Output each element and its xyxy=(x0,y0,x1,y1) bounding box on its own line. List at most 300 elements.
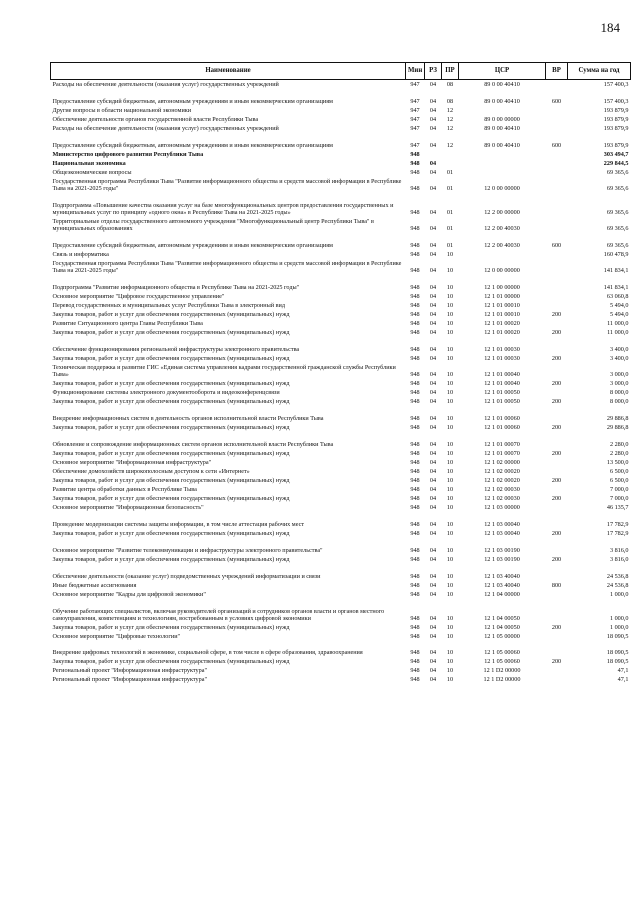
row-rz: 04 xyxy=(429,346,437,354)
row-min: 948 xyxy=(410,251,420,259)
row-min: 948 xyxy=(410,389,420,397)
row-vr xyxy=(546,388,568,397)
row-rz: 04 xyxy=(429,477,437,485)
row-vr: 200 xyxy=(551,424,562,432)
row-vr xyxy=(546,259,568,275)
row-name: Государственная программа Республики Тыва "Развитие информационного общества и средств массовой информации в Республике Тыва на 2021-2025 годы" xyxy=(52,260,402,275)
row-min: 948 xyxy=(410,441,420,449)
table-row xyxy=(51,476,631,485)
row-vr: 200 xyxy=(551,658,562,666)
row-pr: 01 xyxy=(446,209,454,217)
row-sum: 69 365,6 xyxy=(606,185,629,193)
row-sum: 157 400,3 xyxy=(603,98,629,106)
row-rz: 04 xyxy=(429,311,437,319)
row-csr: 12 1 01 00050 xyxy=(484,398,520,406)
table-row xyxy=(51,275,631,292)
row-min: 948 xyxy=(410,293,420,301)
row-rz: 04 xyxy=(429,556,437,564)
row-name: Закупка товаров, работ и услуг для обеспечения государственных (муниципальных) нужд xyxy=(52,329,290,337)
row-name: Национальная экономика xyxy=(52,160,126,168)
table-body xyxy=(51,80,631,684)
row-rz: 04 xyxy=(429,320,437,328)
row-min: 948 xyxy=(410,355,420,363)
row-sum: 8 000,0 xyxy=(609,389,629,397)
row-min: 948 xyxy=(410,658,420,666)
row-name: Закупка товаров, работ и услуг для обеспечения государственных (муниципальных) нужд xyxy=(52,530,290,538)
row-name: Закупка товаров, работ и услуг для обеспечения государственных (муниципальных) нужд xyxy=(52,398,290,406)
row-sum: 7 000,0 xyxy=(609,495,629,503)
row-sum: 3 816,0 xyxy=(609,547,629,555)
row-pr: 12 xyxy=(446,116,454,124)
row-sum: 160 478,9 xyxy=(603,251,629,259)
row-min: 948 xyxy=(410,151,420,159)
row-rz: 04 xyxy=(429,649,437,657)
row-sum: 2 280,0 xyxy=(609,450,629,458)
row-name: Развитие Ситуационного центра Главы Республики Тыва xyxy=(52,320,203,328)
row-name: Иные бюджетные ассигнования xyxy=(52,582,137,590)
page-number: 184 xyxy=(600,20,620,35)
row-csr: 12 1 03 00190 xyxy=(484,547,520,555)
row-rz: 04 xyxy=(429,267,437,275)
row-csr: 12 1 02 00030 xyxy=(484,486,520,494)
table-row xyxy=(51,590,631,599)
row-vr xyxy=(546,301,568,310)
table-row xyxy=(51,159,631,168)
row-vr xyxy=(546,250,568,259)
row-vr xyxy=(546,512,568,529)
row-sum: 69 365,6 xyxy=(606,242,629,250)
row-vr xyxy=(546,485,568,494)
row-min: 948 xyxy=(410,547,420,555)
row-name: Предоставление субсидий бюджетным, автономным учреждениям и иным некоммерческим организациям xyxy=(52,242,333,250)
row-rz: 04 xyxy=(429,329,437,337)
row-pr: 10 xyxy=(446,251,454,259)
row-vr: 200 xyxy=(551,380,562,388)
row-sum: 3 000,0 xyxy=(609,380,629,388)
row-sum: 193 879,9 xyxy=(603,125,629,133)
row-min: 947 xyxy=(410,116,420,124)
row-sum: 63 060,8 xyxy=(606,293,629,301)
row-sum: 3 816,0 xyxy=(609,556,629,564)
row-name: Закупка товаров, работ и услуг для обеспечения государственных (муниципальных) нужд xyxy=(52,424,290,432)
row-rz: 04 xyxy=(429,185,437,193)
row-min: 948 xyxy=(410,556,420,564)
row-name: Связь и информатика xyxy=(52,251,109,259)
table-row xyxy=(51,233,631,250)
row-sum: 6 500,0 xyxy=(609,477,629,485)
row-vr xyxy=(546,632,568,641)
row-vr xyxy=(546,564,568,581)
header-csr: ЦСР xyxy=(459,63,546,80)
row-rz: 04 xyxy=(429,251,437,259)
row-min: 948 xyxy=(410,284,420,292)
row-pr: 01 xyxy=(446,225,454,233)
table-row xyxy=(51,599,631,623)
row-min: 948 xyxy=(410,371,420,379)
row-csr: 12 1 D2 00000 xyxy=(483,667,521,675)
row-rz: 04 xyxy=(429,225,437,233)
row-pr: 10 xyxy=(446,441,454,449)
table-row xyxy=(51,675,631,684)
row-csr: 12 1 05 00000 xyxy=(484,633,520,641)
table-row xyxy=(51,106,631,115)
row-name: Основное мероприятие "Цифровое государственное управление" xyxy=(52,293,225,301)
row-pr: 10 xyxy=(446,624,454,632)
row-vr: 200 xyxy=(551,311,562,319)
row-rz: 04 xyxy=(429,530,437,538)
row-vr xyxy=(546,292,568,301)
row-sum: 1 000,0 xyxy=(609,624,629,632)
row-min: 948 xyxy=(410,424,420,432)
row-rz xyxy=(425,150,442,159)
row-sum: 7 000,0 xyxy=(609,486,629,494)
row-name: Закупка товаров, работ и услуг для обеспечения государственных (муниципальных) нужд xyxy=(52,624,290,632)
row-name: Подпрограмма «Повышение качества оказания услуг на базе многофункциональных центров предоставления государственных и муниципальных услуг по принципу «одного окна» в Республике Тыва на 2021-2025 годы» xyxy=(52,202,394,217)
row-sum: 3 400,0 xyxy=(609,355,629,363)
row-name: Перевод государственных и муниципальных услуг Республики Тыва в электронный вид xyxy=(52,302,285,310)
row-csr: 12 1 03 40040 xyxy=(484,573,520,581)
row-vr xyxy=(546,666,568,675)
row-sum: 69 365,6 xyxy=(606,169,629,177)
table-row xyxy=(51,632,631,641)
row-rz: 04 xyxy=(429,424,437,432)
table-row xyxy=(51,512,631,529)
row-rz: 04 xyxy=(429,398,437,406)
table-row xyxy=(51,657,631,666)
row-pr: 10 xyxy=(446,573,454,581)
row-sum: 17 782,9 xyxy=(606,530,629,538)
table-row xyxy=(51,177,631,193)
row-vr xyxy=(546,168,568,177)
row-pr: 01 xyxy=(446,242,454,250)
row-pr: 12 xyxy=(446,125,454,133)
row-csr: 12 1 04 00050 xyxy=(484,624,520,632)
row-vr xyxy=(546,275,568,292)
table-row xyxy=(51,337,631,354)
row-sum: 47,1 xyxy=(617,676,629,684)
row-sum: 18 090,5 xyxy=(606,658,629,666)
row-csr: 12 1 01 00030 xyxy=(484,346,520,354)
row-name: Закупка товаров, работ и услуг для обеспечения государственных (муниципальных) нужд xyxy=(52,450,290,458)
row-vr: 200 xyxy=(551,450,562,458)
row-min: 948 xyxy=(410,209,420,217)
row-pr: 10 xyxy=(446,267,454,275)
row-name: Закупка товаров, работ и услуг для обеспечения государственных (муниципальных) нужд xyxy=(52,477,290,485)
row-min: 948 xyxy=(410,667,420,675)
row-min: 948 xyxy=(410,615,420,623)
row-sum: 24 536,8 xyxy=(606,573,629,581)
row-min: 948 xyxy=(410,573,420,581)
row-name: Региональный проект "Информационная инфраструктура" xyxy=(52,676,208,684)
row-name: Территориальные отделы государственного автономного учреждения "Многофункциональный центр Республики Тыва" в муниципальных образованиях xyxy=(52,218,374,233)
row-min: 948 xyxy=(410,302,420,310)
row-csr: 12 2 00 40030 xyxy=(484,225,520,233)
row-rz: 04 xyxy=(429,209,437,217)
row-csr xyxy=(459,150,546,159)
row-rz: 04 xyxy=(429,676,437,684)
row-min: 948 xyxy=(410,380,420,388)
header-name: Наименование xyxy=(51,63,406,80)
row-name: Подпрограмма "Развитие информационного общества в Республике Тыва на 2021-2025 годы" xyxy=(52,284,300,292)
row-min: 948 xyxy=(410,591,420,599)
row-sum: 2 280,0 xyxy=(609,441,629,449)
row-min: 947 xyxy=(410,125,420,133)
row-vr xyxy=(546,80,568,89)
row-pr: 10 xyxy=(446,547,454,555)
row-rz: 04 xyxy=(429,169,437,177)
row-min: 948 xyxy=(410,242,420,250)
row-rz: 04 xyxy=(429,415,437,423)
table-row xyxy=(51,193,631,217)
row-min: 948 xyxy=(410,468,420,476)
row-csr: 12 1 02 00030 xyxy=(484,495,520,503)
row-name: Основное мероприятие "Информационная инфраструктура" xyxy=(52,459,212,467)
row-rz: 04 xyxy=(429,615,437,623)
row-min: 948 xyxy=(410,495,420,503)
table-row xyxy=(51,406,631,423)
row-csr: 12 1 05 00060 xyxy=(484,649,520,657)
row-min: 948 xyxy=(410,225,420,233)
row-csr: 12 0 00 00000 xyxy=(484,267,520,275)
row-vr: 200 xyxy=(551,398,562,406)
row-rz: 04 xyxy=(429,591,437,599)
row-vr xyxy=(546,458,568,467)
row-sum: 69 365,6 xyxy=(606,225,629,233)
row-rz: 04 xyxy=(429,547,437,555)
row-rz: 04 xyxy=(429,125,437,133)
row-pr: 10 xyxy=(446,649,454,657)
row-vr xyxy=(546,432,568,449)
row-sum: 6 500,0 xyxy=(609,468,629,476)
table-row xyxy=(51,319,631,328)
row-name: Закупка товаров, работ и услуг для обеспечения государственных (муниципальных) нужд xyxy=(52,380,290,388)
table-row xyxy=(51,494,631,503)
row-min: 948 xyxy=(410,676,420,684)
row-name: Функционирование системы электронного документооборота и видеоконференцсвязи xyxy=(52,389,280,397)
table-row xyxy=(51,467,631,476)
row-min: 948 xyxy=(410,504,420,512)
row-csr: 89 0 00 00000 xyxy=(484,116,520,124)
row-min: 948 xyxy=(410,624,420,632)
table-row xyxy=(51,564,631,581)
row-min: 948 xyxy=(410,530,420,538)
row-rz: 04 xyxy=(429,389,437,397)
row-pr: 08 xyxy=(446,81,454,89)
table-row xyxy=(51,555,631,564)
table-row xyxy=(51,397,631,406)
row-vr xyxy=(546,124,568,133)
table-row xyxy=(51,124,631,133)
row-csr: 12 1 01 00040 xyxy=(484,371,520,379)
row-pr: 10 xyxy=(446,615,454,623)
row-csr: 12 2 00 40030 xyxy=(484,242,520,250)
row-name: Обучение работающих специалистов, включая руководителей организаций и сотрудников органов власти и органов местного самоуправления, компетенциям и технологиям, востребованным в условиях цифровой экономики xyxy=(52,608,385,623)
row-rz: 04 xyxy=(429,284,437,292)
row-rz: 04 xyxy=(429,116,437,124)
row-rz: 04 xyxy=(429,624,437,632)
row-pr: 10 xyxy=(446,676,454,684)
row-pr: 10 xyxy=(446,459,454,467)
row-pr: 10 xyxy=(446,450,454,458)
row-pr xyxy=(442,159,459,168)
row-sum: 3 000,0 xyxy=(609,371,629,379)
row-csr: 12 1 01 00000 xyxy=(484,293,520,301)
row-csr xyxy=(459,106,546,115)
header-rz: РЗ xyxy=(425,63,442,80)
row-pr: 10 xyxy=(446,667,454,675)
row-vr: 600 xyxy=(551,242,562,250)
row-pr: 12 xyxy=(446,142,454,150)
row-min: 948 xyxy=(410,633,420,641)
row-min: 948 xyxy=(410,320,420,328)
table-row xyxy=(51,503,631,512)
row-csr: 12 1 03 00000 xyxy=(484,504,520,512)
row-pr: 10 xyxy=(446,293,454,301)
row-csr: 12 1 03 00040 xyxy=(484,521,520,529)
table-row xyxy=(51,388,631,397)
row-vr: 600 xyxy=(551,98,562,106)
table-row xyxy=(51,379,631,388)
row-name: Внедрение информационных систем в деятельность органов исполнительной власти Республики Тыва xyxy=(52,415,324,423)
row-pr: 10 xyxy=(446,477,454,485)
row-name: Расходы на обеспечение деятельности (оказания услуг) государственных учреждений xyxy=(52,125,279,133)
row-sum: 17 782,9 xyxy=(606,521,629,529)
row-min: 948 xyxy=(410,521,420,529)
row-pr: 10 xyxy=(446,633,454,641)
budget-table xyxy=(50,62,631,684)
row-vr xyxy=(546,641,568,657)
row-pr: 10 xyxy=(446,302,454,310)
table-row xyxy=(51,292,631,301)
row-rz: 04 xyxy=(429,633,437,641)
row-name: Закупка товаров, работ и услуг для обеспечения государственных (муниципальных) нужд xyxy=(52,355,290,363)
row-vr: 800 xyxy=(551,582,562,590)
row-vr: 200 xyxy=(551,329,562,337)
row-csr: 89 0 00 40410 xyxy=(484,125,520,133)
table-row xyxy=(51,217,631,233)
row-rz: 04 xyxy=(429,521,437,529)
row-csr: 12 0 00 00000 xyxy=(484,185,520,193)
row-sum: 193 879,9 xyxy=(603,142,629,150)
row-name: Обеспечение деятельности (оказание услуг) подведомственных учреждений информатизации и связи xyxy=(52,573,321,581)
row-rz: 04 xyxy=(429,107,437,115)
row-rz: 04 xyxy=(429,486,437,494)
table-row xyxy=(51,485,631,494)
table-row xyxy=(51,363,631,379)
row-csr: 12 1 02 00000 xyxy=(484,459,520,467)
row-vr: 200 xyxy=(551,355,562,363)
table-row xyxy=(51,80,631,89)
row-vr xyxy=(546,599,568,623)
row-vr: 200 xyxy=(551,624,562,632)
table-row xyxy=(51,623,631,632)
row-sum: 303 494,7 xyxy=(603,151,629,159)
table-row xyxy=(51,310,631,319)
row-rz: 04 xyxy=(429,459,437,467)
row-csr: 12 1 01 00060 xyxy=(484,424,520,432)
row-pr: 10 xyxy=(446,556,454,564)
header-vr: ВР xyxy=(546,63,568,80)
table-row xyxy=(51,250,631,259)
row-pr: 10 xyxy=(446,486,454,494)
row-vr xyxy=(546,503,568,512)
row-pr: 10 xyxy=(446,495,454,503)
row-vr xyxy=(546,159,568,168)
row-min: 948 xyxy=(410,267,420,275)
table-row xyxy=(51,301,631,310)
row-csr: 12 2 00 00000 xyxy=(484,209,520,217)
row-min: 948 xyxy=(410,346,420,354)
row-sum: 69 365,6 xyxy=(606,209,629,217)
row-vr: 200 xyxy=(551,530,562,538)
table-header xyxy=(51,63,631,80)
table-row xyxy=(51,89,631,106)
table-row xyxy=(51,449,631,458)
row-vr xyxy=(546,675,568,684)
row-name: Обеспечение деятельности органов государственной власти Республики Тыва xyxy=(52,116,259,124)
row-rz: 04 xyxy=(429,142,437,150)
row-csr: 12 1 03 00040 xyxy=(484,530,520,538)
row-csr: 12 1 00 00000 xyxy=(484,284,520,292)
row-min: 948 xyxy=(410,649,420,657)
row-rz: 04 xyxy=(429,371,437,379)
row-pr: 10 xyxy=(446,582,454,590)
row-rz: 04 xyxy=(429,468,437,476)
row-name: Общеэкономические вопросы xyxy=(52,169,132,177)
row-vr: 600 xyxy=(551,142,562,150)
row-rz: 04 xyxy=(429,504,437,512)
row-vr xyxy=(546,193,568,217)
row-sum: 141 834,1 xyxy=(603,267,629,275)
row-pr: 10 xyxy=(446,504,454,512)
row-name: Региональный проект "Информационная инфраструктура" xyxy=(52,667,208,675)
row-pr xyxy=(442,150,459,159)
row-sum: 3 400,0 xyxy=(609,346,629,354)
row-csr: 12 1 03 00190 xyxy=(484,556,520,564)
row-csr: 12 1 01 00040 xyxy=(484,380,520,388)
row-sum: 1 000,0 xyxy=(609,615,629,623)
row-sum: 47,1 xyxy=(617,667,629,675)
row-name: Министерство цифрового развития Республики Тыва xyxy=(52,151,204,159)
row-rz: 04 xyxy=(429,380,437,388)
row-vr xyxy=(546,217,568,233)
row-rz: 04 xyxy=(429,441,437,449)
header-min: Мин xyxy=(406,63,425,80)
row-pr: 10 xyxy=(446,530,454,538)
table-row xyxy=(51,168,631,177)
row-pr: 10 xyxy=(446,468,454,476)
table-row xyxy=(51,538,631,555)
row-name: Закупка товаров, работ и услуг для обеспечения государственных (муниципальных) нужд xyxy=(52,658,290,666)
row-vr xyxy=(546,150,568,159)
row-name: Обеспечение функционирования региональной инфраструктуры электронного правительства xyxy=(52,346,300,354)
table-row xyxy=(51,115,631,124)
row-sum: 11 000,0 xyxy=(607,320,629,328)
row-name: Основное мероприятие "Информационная безопасность" xyxy=(52,504,204,512)
row-vr: 200 xyxy=(551,495,562,503)
row-min: 948 xyxy=(410,486,420,494)
row-name: Развитие центра обработки данных в Республике Тыва xyxy=(52,486,197,494)
header-pr: ПР xyxy=(442,63,459,80)
row-min: 948 xyxy=(410,477,420,485)
row-vr xyxy=(546,337,568,354)
row-name: Основное мероприятие "Цифровые технологии" xyxy=(52,633,181,641)
row-min: 948 xyxy=(410,582,420,590)
row-vr xyxy=(546,363,568,379)
row-csr: 12 1 01 00010 xyxy=(484,302,520,310)
row-pr: 10 xyxy=(446,415,454,423)
row-sum: 141 834,1 xyxy=(603,284,629,292)
